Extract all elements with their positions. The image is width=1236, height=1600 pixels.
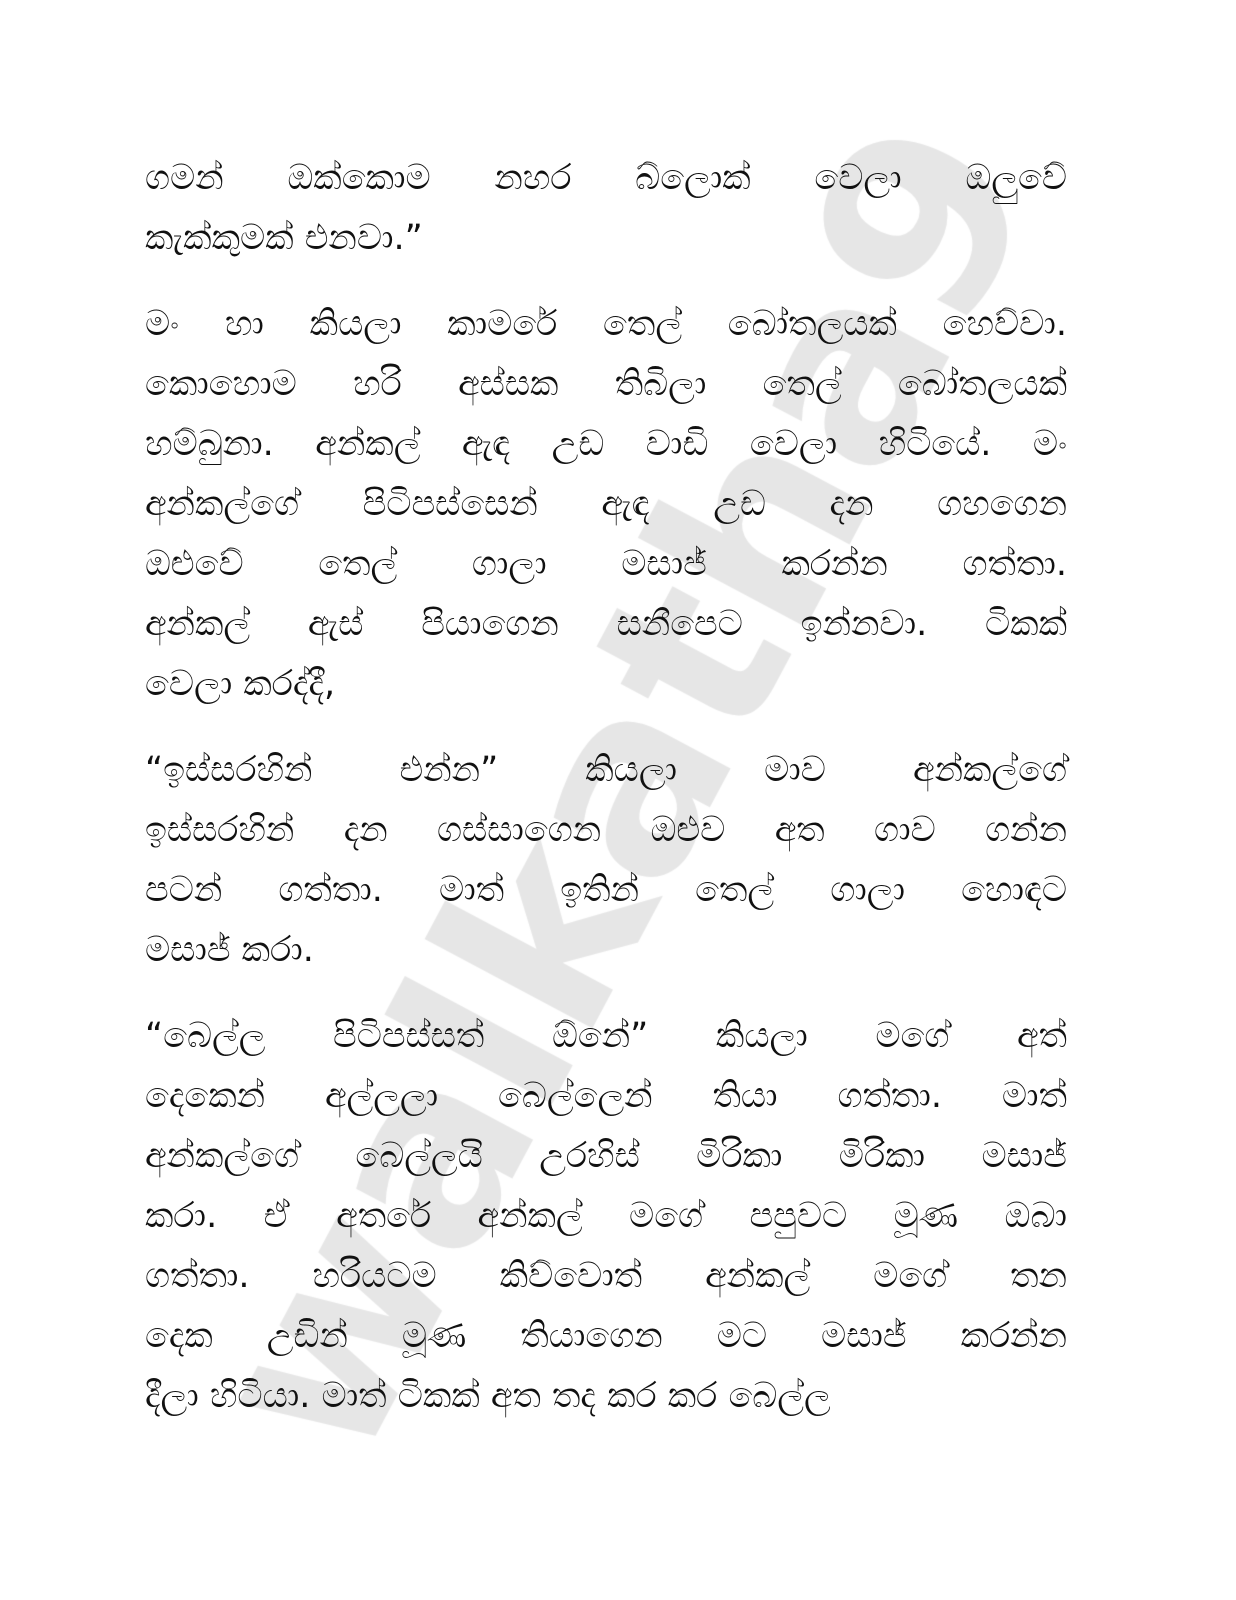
text-line: වෙලා කරද්දී, [145,664,336,704]
paragraph [145,740,1067,980]
text-line: “ඉස්සරහින් එන්න” කියලා මාව අන්කල්ගේ [145,750,1067,790]
paragraph [145,294,1067,714]
text-line: කැක්කුමක් එනවා.” [145,218,423,258]
text-line: අන්කල්ගේ පිටිපස්සෙන් ඇඳ උඩ දන ගහගෙන [145,484,1067,524]
text-line: කරා. ඒ අතරේ අන්කල් මගේ පපුවට මූණ ඔබා [145,1196,1067,1236]
text-line: දෙකෙන් අල්ලලා බෙල්ලෙන් තියා ගත්තා. මාත් [145,1076,1067,1116]
text-line: ගමන් ඔක්කොම නහර බ්ලොක් වෙලා ඔලුවේ [145,158,1067,198]
text-line: ගත්තා. හරියටම කිව්වොත් අන්කල් මගේ තන [145,1256,1067,1296]
text-line: හම්බුනා. අන්කල් ඇඳ උඩ වාඩි වෙලා හිටියේ. මං [145,424,1067,464]
text-line: දීලා හිටියා. මාත් ටිකක් අත තද කර කර බෙල්ල [145,1376,831,1416]
text-line: මසාජ් කරා. [145,930,314,970]
text-line: දෙක උඩින් මූණ තියාගෙන මට මසාජ් කරන්න [145,1316,1067,1356]
text-line: අන්කල්ගේ බෙල්ලයි උරහිස් මිරිකා මිරිකා මසාජ් [145,1136,1067,1176]
text-line: ඔළුවේ තෙල් ගාලා මසාජ් කරන්න ගත්තා. [145,544,1067,584]
paragraph [145,148,1067,268]
text-line: පටන් ගත්තා. මාත් ඉතින් තෙල් ගාලා හොඳට [145,870,1067,910]
text-line: මං හා කියලා කාමරේ තෙල් බෝතලයක් හෙව්වා. [145,304,1067,344]
text-line: “බෙල්ල පිටිපස්සත් ඕනේ” කියලා මගේ අත් [145,1016,1067,1056]
text-line: කොහොම හරි අස්සක තිබිලා තෙල් බෝතලයක් [145,364,1067,404]
text-line: අන්කල් ඇස් පියාගෙන සනීපෙට ඉන්නවා. ටිකක් [145,604,1067,644]
paragraph [145,1006,1067,1426]
text-line: ඉස්සරහින් දන ගස්සාගෙන ඔළුව අත ගාව ගන්න [145,810,1067,850]
document-body [145,148,1067,1452]
